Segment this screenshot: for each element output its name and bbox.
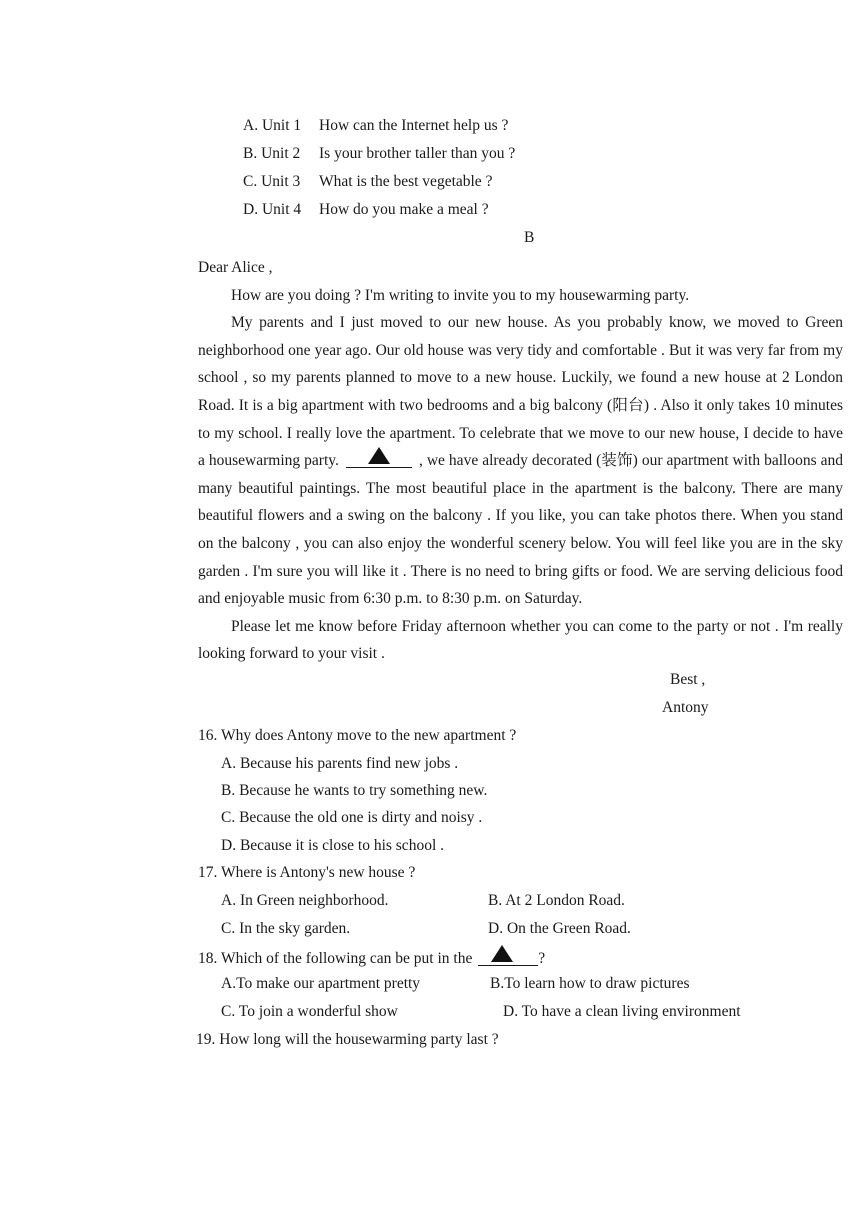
unit-option-label: C. Unit 3 <box>243 173 301 190</box>
unit-option-title: What is the best vegetable ? <box>319 173 493 190</box>
letter-body <box>198 254 843 668</box>
question-stem-text: 18. Which of the following can be put in the <box>198 950 473 967</box>
paragraph-text: My parents and I just moved to our new house. As you probably know, we moved to Green neighborhood one year ago. Our old house was very tidy and comfortable . But it was very far from my school , so my parents planned to move to a new house. Luckily, we found a new house at 2 London Road. It is a big apartment with two bedrooms and a big balcony (阳台) . Also it only takes 10 minutes to my school. I really love the apartment. To celebrate that we move to our new house, I decide to have a housewarming party. <box>198 314 843 470</box>
unit-option-label: B. Unit 2 <box>243 145 301 162</box>
question-18-option-c: C. To join a wonderful show <box>221 1003 398 1020</box>
question-17-option-a: A. In Green neighborhood. <box>221 892 389 909</box>
question-16-option-d: D. Because it is close to his school . <box>221 837 444 854</box>
question-18-option-d: D. To have a clean living environment <box>503 1003 741 1020</box>
question-17-option-d: D. On the Green Road. <box>488 920 631 937</box>
unit-option-c <box>243 173 492 191</box>
letter-signature: Antony <box>662 699 709 716</box>
paragraph-text: , we have already decorated (装饰) our apartment with balloons and many beautiful paintings. The most beautiful place in the apartment is the balcony. There are many beautiful flowers and a swing on the balcony . If you like, you can take photos there. When you stand on the balcony , you can also enjoy the wonderful scenery below. You will feel like you are in the sky garden . I'm sure you will like it . There is no need to bring gifts or food. We are serving delicious food and enjoyable music from 6:30 p.m. to 8:30 p.m. on Saturday. <box>198 452 844 608</box>
unit-option-title: Is your brother taller than you ? <box>319 145 516 162</box>
question-16-option-a: A. Because his parents find new jobs . <box>221 755 459 772</box>
unit-option-title: How can the Internet help us ? <box>319 117 509 134</box>
question-mark: ? <box>538 950 546 967</box>
question-18-stem <box>198 947 545 968</box>
question-17-option-c: C. In the sky garden. <box>221 920 351 937</box>
unit-option-b <box>243 145 515 163</box>
unit-option-a <box>243 117 508 135</box>
letter-greeting: Dear Alice , <box>198 259 273 276</box>
question-19-stem: 19. How long will the housewarming party last ? <box>196 1031 499 1048</box>
question-18-option-a: A.To make our apartment pretty <box>221 975 421 992</box>
unit-option-label: D. Unit 4 <box>243 201 302 218</box>
unit-option-label: A. Unit 1 <box>243 117 302 134</box>
letter-paragraph-3: Please let me know before Friday afternoon whether you can come to the party or not . I'm really looking forward to your visit . <box>198 617 843 663</box>
unit-option-title: How do you make a meal ? <box>319 201 489 218</box>
triangle-marker-icon <box>368 447 390 464</box>
answer-blank <box>478 947 538 966</box>
question-17-stem: 17. Where is Antony's new house ? <box>198 864 416 881</box>
letter-closing: Best , <box>670 671 706 688</box>
question-16-option-c: C. Because the old one is dirty and noisy . <box>221 809 483 826</box>
question-16-option-b: B. Because he wants to try something new. <box>221 782 488 799</box>
unit-option-d <box>243 201 489 219</box>
triangle-marker-icon <box>491 945 513 962</box>
question-16-stem: 16. Why does Antony move to the new apartment ? <box>198 727 517 744</box>
question-18-option-b: B.To learn how to draw pictures <box>490 975 690 992</box>
answer-blank <box>346 449 412 468</box>
letter-paragraph-2 <box>198 309 843 613</box>
section-heading: B <box>524 229 535 246</box>
question-17-option-b: B. At 2 London Road. <box>488 892 625 909</box>
letter-paragraph-1: How are you doing ? I'm writing to invite you to my housewarming party. <box>231 286 690 304</box>
